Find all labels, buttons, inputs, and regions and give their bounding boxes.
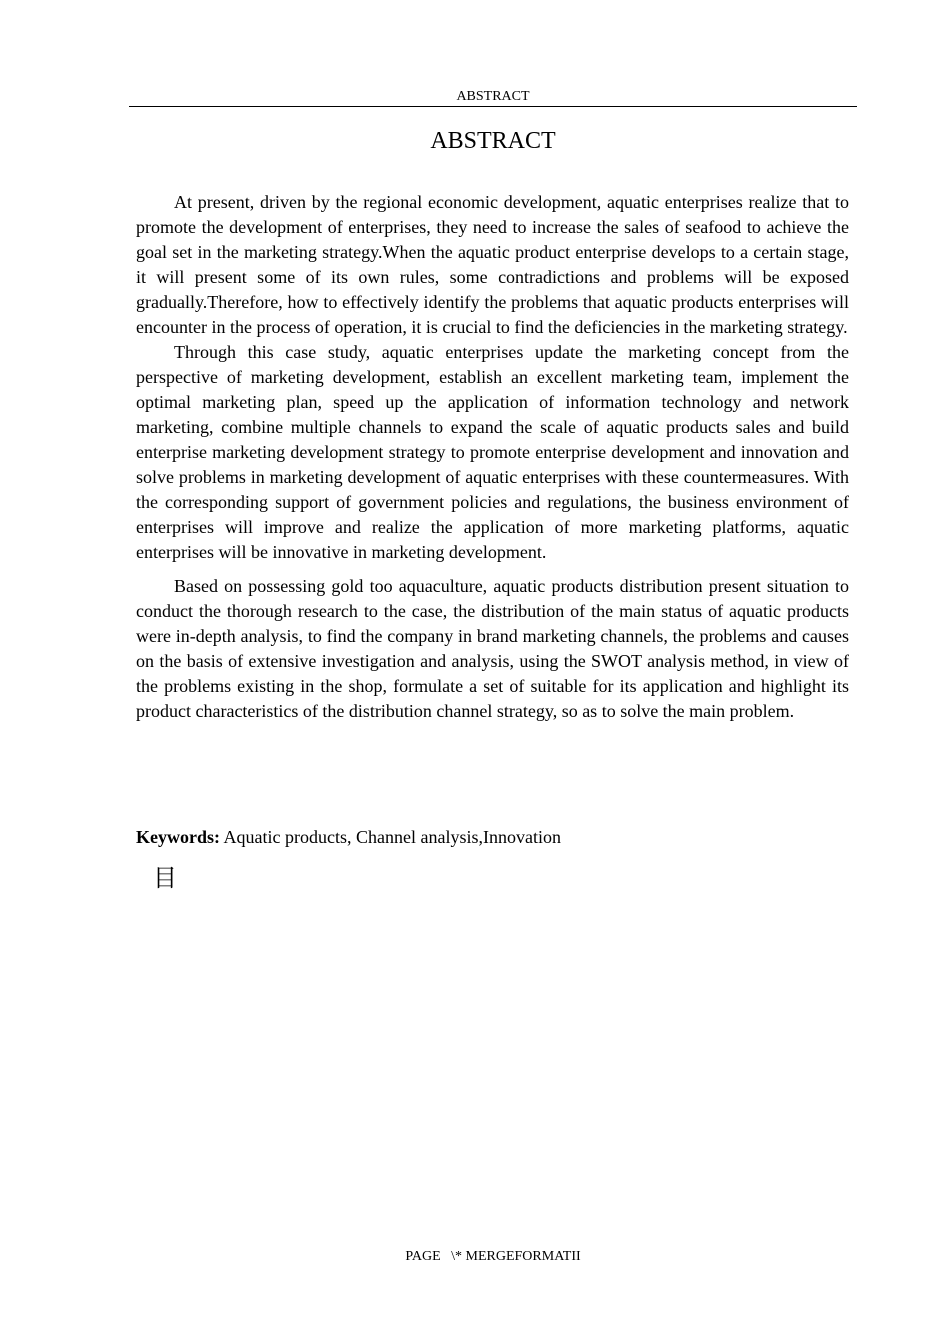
keywords-label: Keywords: <box>136 827 220 847</box>
header-rule <box>129 106 857 107</box>
page-title: ABSTRACT <box>430 128 556 154</box>
keywords-line <box>136 825 849 850</box>
keywords-value: Aquatic products, Channel analysis,Innovation <box>223 827 561 847</box>
page-footer-field: PAGE \* MERGEFORMATII <box>405 1249 581 1264</box>
abstract-paragraph-1: At present, driven by the regional economic development, aquatic enterprises realize that to promote the development of enterprises, they need to increase the sales of seafood to achieve the goal set in the marketing strategy.When the aquatic product enterprise develops to a certain stage, it will present some of its own rules, some contradictions and problems will be exposed gradually.Therefore, how to effectively identify the problems that aquatic products enterprises will encounter in the process of operation, it is crucial to find the deficiencies in the marketing strategy. <box>136 192 849 337</box>
abstract-body <box>136 190 849 724</box>
abstract-paragraph-3: Based on possessing gold too aquaculture, aquatic products distribution present situation to conduct the thorough research to the case, the distribution of the main status of aquatic products were in-depth analysis, to find the company in brand marketing channels, the problems and causes on the basis of extensive investigation and analysis, using the SWOT analysis method, in view of the problems existing in the shop, formulate a set of suitable for its application and highlight its product characteristics of the distribution channel strategy, so as to solve the main problem. <box>136 576 849 721</box>
running-header: ABSTRACT <box>456 89 530 104</box>
abstract-paragraph-2: Through this case study, aquatic enterprises update the marketing concept from the perspective of marketing development, establish an excellent marketing team, implement the optimal marketing plan, speed up the application of information technology and network marketing, combine multiple channels to expand the scale of aquatic products sales and build enterprise marketing development strategy to promote enterprise development and innovation and solve problems in marketing development of aquatic enterprises with these countermeasures. With the corresponding support of government policies and regulations, the business environment of enterprises will improve and realize the application of more marketing platforms, aquatic enterprises will be innovative in marketing development. <box>136 342 849 562</box>
toc-heading-fragment: 目 <box>153 864 177 892</box>
